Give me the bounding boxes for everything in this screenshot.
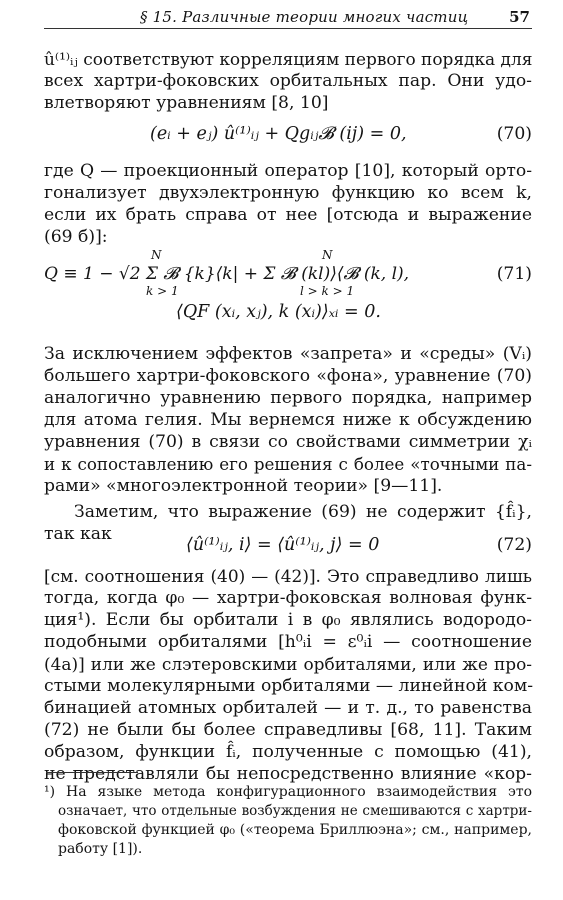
equation-70-number: (70)	[496, 124, 532, 144]
body-line: Заметим, что выражение (69) не содержит {f̂ᵢ},	[74, 502, 532, 522]
equation-72: ⟨û⁽¹⁾ᵢⱼ, i⟩ = ⟨û⁽¹⁾ᵢⱼ, j⟩ = 0	[186, 535, 380, 555]
body-line: подобными орбиталями [h⁰ᵢi = ε⁰ᵢi — соотношение	[44, 632, 532, 652]
equation-71-line-2: ⟨QF (xᵢ, xⱼ), k (xᵢ)⟩ₓᵢ = 0.	[176, 302, 381, 322]
body-line: За исключением эффектов «запрета» и «среды» (Vᵢ)	[44, 344, 532, 364]
body-line: и к сопоставлению его решения с более «точными па-	[44, 454, 532, 474]
body-line: влетворяют уравнениям [8, 10]	[44, 93, 329, 113]
body-line: не представляли бы непосредственно влияние «кор-	[44, 764, 532, 784]
equation-71-line-1: Q ≡ 1 − √2 Σ 𝓑 {k}⟨k| + Σ 𝓑 (kl)⟩⟨𝓑 (k, l),	[44, 264, 410, 284]
body-line: всех хартри-фоковских орбитальных пар. Они удо-	[44, 71, 532, 91]
footnote-line: ¹) На языке метода конфигурационного взаимодействия это	[44, 784, 532, 800]
running-header-title: § 15. Различные теории многих частиц	[140, 8, 469, 26]
body-line: уравнения (70) в связи со свойствами симметрии χᵢ	[44, 432, 532, 452]
footnote-rule	[46, 772, 138, 773]
body-line: стыми молекулярными орбиталями — линейной ком-	[44, 676, 534, 696]
body-line: для атома гелия. Мы вернемся ниже к обсуждению	[44, 410, 532, 430]
body-line: если их брать справа от нее [отсюда и выражение	[44, 205, 532, 225]
body-line: û⁽¹⁾ᵢⱼ соответствуют корреляциям первого порядка для	[44, 49, 533, 69]
sum-1-upper-limit: N	[151, 248, 162, 262]
body-line: (69 б)]:	[44, 227, 108, 247]
footnote-line: фоковской функцией φ₀ («теорема Бриллюэна»; см., например,	[58, 822, 532, 838]
body-line: большего хартри-фоковского «фона», уравнение (70)	[44, 366, 532, 386]
sum-2-lower-limit: l > k > 1	[300, 284, 355, 298]
body-line: гонализует двухэлектронную функцию ко всем k,	[44, 183, 532, 203]
body-line: образом, функции f̂ᵢ, полученные с помощью (41),	[44, 742, 532, 762]
body-line: (4а)] или же слэтеровскими орбиталями, или же про-	[44, 654, 532, 674]
body-line: бинацией атомных орбиталей — и т. д., то равенства	[44, 698, 532, 718]
sum-1-lower-limit: k > 1	[146, 284, 179, 298]
footnote-line: означает, что отдельные возбуждения не смешиваются с хартри-	[58, 803, 532, 819]
body-line: тогда, когда φ₀ — хартри-фоковская волновая функ-	[44, 588, 532, 608]
equation-72-number: (72)	[496, 535, 532, 555]
body-line: так как	[44, 524, 112, 544]
body-line: где Q — проекционный оператор [10], который орто-	[44, 161, 532, 181]
running-header	[44, 6, 532, 29]
body-line: аналогично уравнению первого порядка, например	[44, 388, 532, 408]
body-line: (72) не были бы более справедливы [68, 11]. Таким	[44, 720, 532, 740]
body-line: ция¹). Если бы орбитали i в φ₀ являлись водородо-	[44, 610, 532, 630]
footnote-line: работу [1]).	[58, 841, 143, 857]
body-line: [см. соотношения (40) — (42)]. Это справедливо лишь	[44, 566, 532, 586]
page-number: 57	[509, 8, 530, 26]
equation-71-number: (71)	[496, 264, 532, 284]
equation-70: (eᵢ + eⱼ) û⁽¹⁾ᵢⱼ + Qgᵢⱼ𝓑 (ij) = 0,	[150, 124, 407, 144]
sum-2-upper-limit: N	[322, 248, 333, 262]
body-line: рами» «многоэлектронной теории» [9—11].	[44, 476, 443, 496]
